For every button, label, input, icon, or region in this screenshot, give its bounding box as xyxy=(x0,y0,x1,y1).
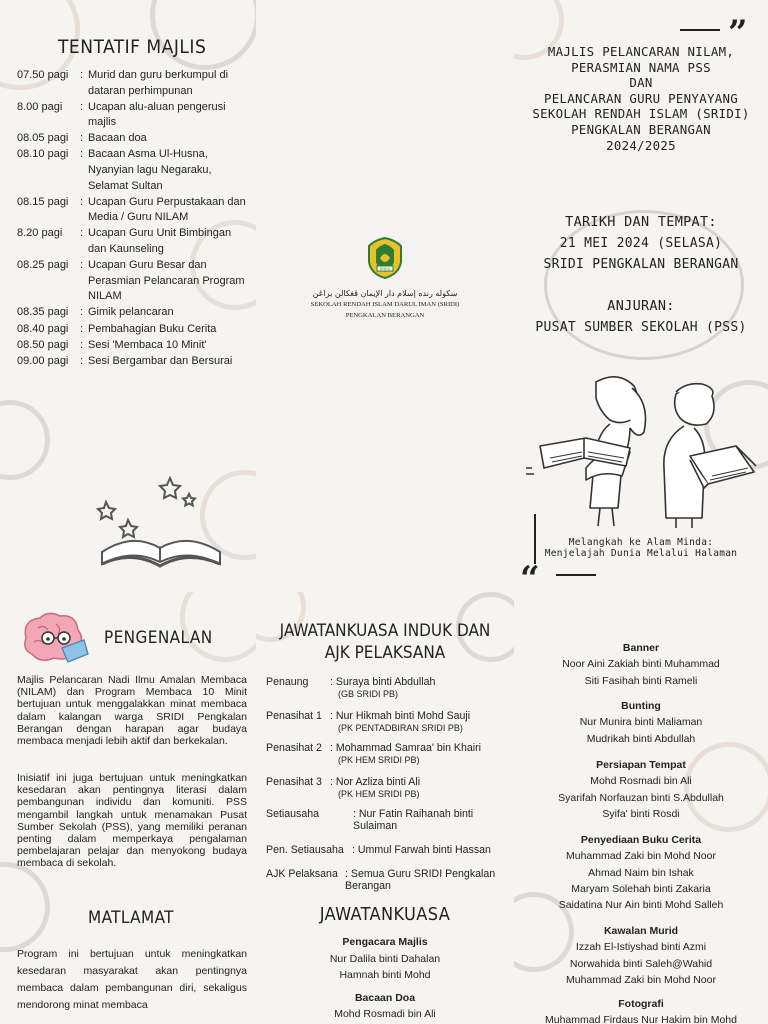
schedule-item: 07.50 pagi : Murid dan guru berkumpul di dataran perhimpunan xyxy=(17,68,249,99)
tagline xyxy=(514,537,768,559)
group-member: Izzah El-Istiyshad binti Azmi xyxy=(575,941,707,954)
schedule-time: 08.40 pagi xyxy=(17,322,69,335)
divider xyxy=(556,574,596,576)
school-place: PENGKALAN BERANGAN xyxy=(345,312,425,319)
group-member: Syifa' binti Rosdi xyxy=(602,807,680,820)
group-heading: Bunting xyxy=(621,700,661,712)
schedule-desc: Murid dan guru berkumpul di dataran perhimpunan xyxy=(88,69,229,97)
decor-swirl xyxy=(150,0,256,70)
tagline-line: Melangkah ke Alam Minda: xyxy=(568,537,714,548)
committee-role: Penasihat 2 xyxy=(266,742,322,754)
schedule-desc: Ucapan Guru Perpustakaan dan Media / Guru NILAM xyxy=(88,195,246,224)
pengenalan-title: PENGENALAN xyxy=(104,628,213,648)
event-title xyxy=(514,44,768,153)
event-details xyxy=(514,212,768,338)
event-title-line: DAN xyxy=(629,75,653,91)
venue: SRIDI PENGKALAN BERANGAN xyxy=(543,257,739,272)
ajk-title-line: JAWATANKUASA INDUK DAN xyxy=(279,621,491,641)
schedule-time: 08.35 pagi xyxy=(17,306,69,319)
schedule-item: 8.20 pagi : Ucapan Guru Unit Bimbingan dan Kaunseling xyxy=(17,226,249,257)
group-member: Norwahida binti Saleh@Wahid xyxy=(569,957,713,970)
schedule-item: 08.40 pagi : Pembahagian Buku Cerita xyxy=(17,322,249,338)
divider xyxy=(680,29,720,31)
committee-row xyxy=(266,808,514,832)
committee-role: AJK Pelaksana xyxy=(266,868,338,880)
group-member: Mudrikah binti Abdullah xyxy=(586,732,696,745)
schedule-time: 07.50 pagi xyxy=(17,69,69,81)
crest-label: SRIDI xyxy=(379,266,391,271)
schedule-desc: Bacaan Asma Ul-Husna, Nyanyian lagu Negaraku, Selamat Sultan xyxy=(88,148,212,192)
school-logo-block xyxy=(256,236,514,320)
school-name-jawi: سکوله رنده إسلام دار الإيمان ڤڠکالن براڠن xyxy=(312,289,458,298)
schedule-time: 08.10 pagi xyxy=(17,148,69,161)
open-book-stars-icon xyxy=(92,470,232,582)
group-heading: Bacaan Doa xyxy=(354,991,416,1004)
schedule-time: 8.20 pagi xyxy=(17,227,63,240)
group-member: Hamnah binti Mohd xyxy=(339,969,431,981)
group-member: Siti Fasihah binti Rameli xyxy=(584,674,698,687)
jawatankuasa-title: JAWATANKUASA xyxy=(319,904,451,925)
children-reading-illustration xyxy=(526,368,758,528)
event-title-line: PENGKALAN BERANGAN xyxy=(571,121,711,137)
committee-role: Pen. Setiausaha xyxy=(266,844,344,856)
group-heading: Kawalan Murid xyxy=(603,925,679,937)
intro-paragraph: Inisiatif ini juga bertujuan untuk meningkatkan kesedaran akan pentingnya literasi dalam pembangunan individu dan komuniti. PSS mengambil langkah untuk menamakan Pusat Sumber Sekolah (PSS), yang memiliki peranan penting dalam memperkaya pengalaman pembelajaran pelajar dan menyokong budaya membaca di sekolah. xyxy=(17,772,247,870)
schedule-time: 08.15 pagi xyxy=(17,195,69,208)
organizer: PUSAT SUMBER SEKOLAH (PSS) xyxy=(535,320,747,335)
group-heading: Pengacara Majlis xyxy=(342,936,428,948)
schedule-item: 08.05 pagi : Bacaan doa xyxy=(17,131,249,147)
pengenalan-panel xyxy=(0,592,256,1024)
schedule-time: 08.05 pagi xyxy=(17,132,69,145)
schedule-desc: Ucapan Guru Unit Bimbingan dan Kaunseling xyxy=(88,227,232,256)
schedule-desc: Bacaan doa xyxy=(88,132,147,145)
group-member: Ahmad Naim bin Ishak xyxy=(588,866,694,879)
event-title-line: SEKOLAH RENDAH ISLAM (SRIDI) xyxy=(532,106,750,122)
logo-panel xyxy=(256,0,514,592)
schedule-item: 09.00 pagi : Sesi Bergambar dan Bersurai xyxy=(17,354,249,370)
committee-group xyxy=(514,996,768,1024)
schedule-time: 09.00 pagi xyxy=(17,354,69,367)
date-label: TARIKH DAN TEMPAT: xyxy=(565,214,717,230)
decor-swirl xyxy=(0,862,50,952)
committee-row xyxy=(266,776,420,800)
committee-role: Penasihat 3 xyxy=(266,776,322,788)
committee-list-panel xyxy=(514,592,768,1024)
committee-role: Penaung xyxy=(266,676,309,688)
matlamat-title: MATLAMAT xyxy=(88,908,174,928)
tentatif-title: TENTATIF MAJLIS xyxy=(58,36,207,58)
tagline-line: Menjelajah Dunia Melalui Halaman xyxy=(544,548,738,559)
committee-name: : Semua Guru SRIDI Pengkalan Berangan xyxy=(345,868,496,892)
committee-position: (PK HEM SRIDI PB) xyxy=(338,755,420,765)
ajk-title xyxy=(256,620,514,664)
schedule-item: 08.10 pagi : Bacaan Asma Ul-Husna, Nyanyian lagu Negaraku, Selamat Sultan xyxy=(17,147,249,194)
group-member: Muhammad Zaki bin Mohd Noor xyxy=(566,850,716,863)
schedule-desc: Pembahagian Buku Cerita xyxy=(88,322,217,335)
committee-group xyxy=(514,923,768,988)
schedule-item: 08.25 pagi : Ucapan Guru Besar dan Perasmian Pelancaran Program NILAM xyxy=(17,258,249,305)
committee-name: : Nor Azliza binti Ali xyxy=(330,776,421,788)
schedule-time: 8.00 pagi xyxy=(17,100,63,113)
committee-row xyxy=(266,844,491,856)
committee-name: : Mohammad Samraa' bin Khairi xyxy=(330,742,481,754)
tentatif-panel xyxy=(0,0,256,592)
ajk-panel xyxy=(256,592,514,1024)
group-heading: Fotografi xyxy=(618,998,664,1010)
matlamat-paragraph: Program ini bertujuan untuk meningkatkan kesedaran masyarakat akan pentingnya membaca dalam pembangunan diri, sekaligus mendorong minat membaca xyxy=(17,948,247,1011)
schedule-item: 08.35 pagi : Gimik pelancaran xyxy=(17,305,249,321)
brain-reading-icon xyxy=(18,610,90,666)
cover-panel xyxy=(514,0,768,592)
group-heading: Banner xyxy=(622,642,660,654)
decor-swirl xyxy=(0,400,50,480)
group-member: Saidatina Nur Ain binti Mohd Salleh xyxy=(558,899,724,912)
schedule-desc: Ucapan alu-aluan pengerusi majlis xyxy=(88,100,226,129)
committee-group xyxy=(514,698,768,747)
group-member: Maryam Solehah binti Zakaria xyxy=(571,882,711,895)
group-member: Nur Munira binti Maliaman xyxy=(579,716,703,729)
schedule-desc: Gimik pelancaran xyxy=(88,306,174,319)
event-title-line: 2024/2025 xyxy=(606,137,676,153)
quote-mark-icon: “ xyxy=(520,559,540,592)
committee-group xyxy=(514,757,768,822)
committee-group xyxy=(514,640,768,689)
group-member: Nur Dalila binti Dahalan xyxy=(329,952,441,965)
committee-row xyxy=(266,676,435,700)
decor-swirl xyxy=(180,592,256,662)
schedule-item: 8.00 pagi : Ucapan alu-aluan pengerusi majlis xyxy=(17,100,249,131)
committee-name: : Ummul Farwah binti Hassan xyxy=(352,844,491,856)
group-member: Mohd Rosmadi bin Ali xyxy=(334,1008,436,1020)
committee-row xyxy=(266,710,470,734)
schedule-desc: Sesi Bergambar dan Bersurai xyxy=(88,354,233,367)
quote-mark-icon: ” xyxy=(728,13,748,53)
date-value: 21 MEI 2024 (SELASA) xyxy=(559,236,723,251)
schedule-item: 08.15 pagi : Ucapan Guru Perpustakaan dan Media / Guru NILAM xyxy=(17,195,249,226)
group-member: Mohd Rosmadi bin Ali xyxy=(590,775,692,788)
ajk-title-line: AJK PELAKSANA xyxy=(324,643,446,663)
committee-position: (PK HEM SRIDI PB) xyxy=(338,789,420,799)
committee-role: Penasihat 1 xyxy=(266,710,322,722)
schedule-time: 08.50 pagi xyxy=(17,338,69,351)
committee-row xyxy=(266,742,481,766)
schedule-item: 08.50 pagi : Sesi 'Membaca 10 Minit' xyxy=(17,338,249,354)
committee-name: : Nur Hikmah binti Mohd Sauji xyxy=(330,710,471,722)
committee-name: : Suraya binti Abdullah xyxy=(330,676,436,688)
committee-role: Setiausaha xyxy=(266,808,320,820)
committee-group xyxy=(514,832,768,913)
committee-row xyxy=(266,868,514,892)
event-title-line: MAJLIS PELANCARAN NILAM, xyxy=(547,44,735,59)
committee-name: : Nur Fatin Raihanah binti Sulaiman xyxy=(353,808,474,832)
organizer-label: ANJURAN: xyxy=(607,298,675,314)
group-member: Noor Aini Zakiah binti Muhammad xyxy=(562,658,720,671)
group-member: Muhammad Zaki bin Mohd Noor xyxy=(566,973,716,986)
event-title-line: PELANCARAN GURU PENYAYANG xyxy=(544,90,738,106)
group-member: Syarifah Norfauzan binti S.Abdullah xyxy=(558,791,724,804)
school-crest-icon xyxy=(365,236,405,280)
schedule-list xyxy=(17,68,249,370)
group-member: Muhammad Firdaus Nur Hakim bin Mohd xyxy=(545,1014,737,1024)
schedule-desc: Sesi 'Membaca 10 Minit' xyxy=(88,338,207,351)
group-heading: Penyediaan Buku Cerita xyxy=(580,834,702,846)
committee-position: (PK PENTADBIRAN SRIDI PB) xyxy=(338,723,463,733)
jawatankuasa-list xyxy=(256,934,514,1023)
committee-position: (GB SRIDI PB) xyxy=(338,689,399,699)
schedule-desc: Ucapan Guru Besar dan Perasmian Pelancaran Program NILAM xyxy=(88,259,245,303)
school-name: SEKOLAH RENDAH ISLAM DARUL IMAN (SRIDI) xyxy=(310,301,460,308)
event-title-line: PERASMIAN NAMA PSS xyxy=(571,59,711,75)
schedule-time: 08.25 pagi xyxy=(17,259,69,272)
intro-paragraph: Majlis Pelancaran Nadi Ilmu Amalan Membaca (NILAM) dan Program Membaca 10 Minit bertujuan untuk menggalakkan minat membaca dalam kalangan warga SRIDI Pengkalan Berangan dengan harapan agar budaya membaca menjadi lebih aktif dan berkekalan. xyxy=(17,674,247,748)
group-heading: Persiapan Tempat xyxy=(596,759,686,771)
